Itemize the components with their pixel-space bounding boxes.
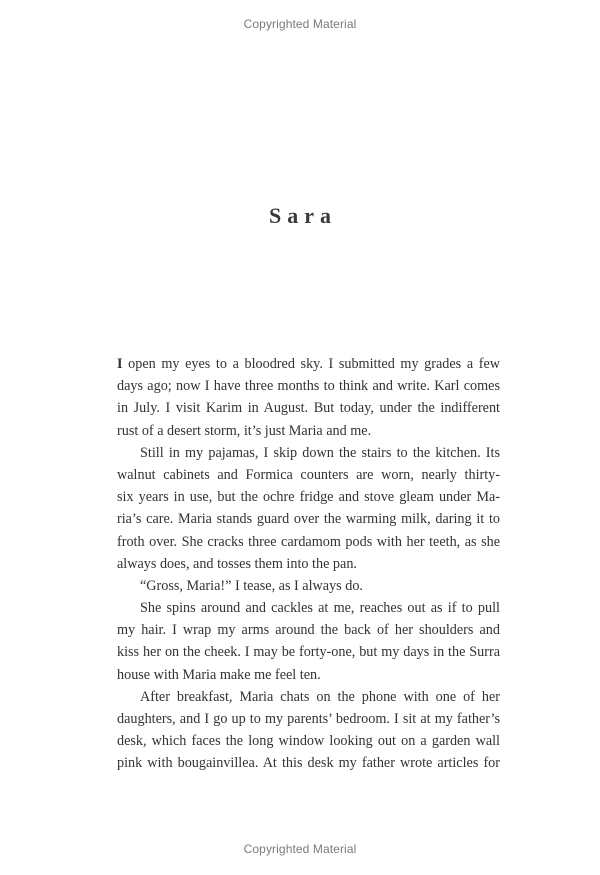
text-line: She spins around and cackles at me, reaches out as if to pull: [140, 600, 500, 617]
lead-letter: I: [117, 356, 123, 372]
text-line: days ago; now I have three months to think and write. Karl comes: [117, 378, 500, 395]
copyright-watermark-bottom: Copyrighted Material: [243, 842, 357, 856]
chapter-title: Sara: [269, 203, 337, 228]
text-line: in July. I visit Karim in August. But today, under the indifferent: [117, 400, 500, 417]
text-line: walnut cabinets and Formica counters are worn, nearly thirty-: [117, 466, 500, 483]
text-line: always does, and tosses them into the pan.: [117, 555, 357, 572]
body-text: [117, 353, 500, 775]
text-line: house with Maria make me feel ten.: [117, 666, 321, 683]
text-line: [117, 353, 500, 375]
text-line: six years in use, but the ochre fridge and stove gleam under Ma-: [117, 489, 500, 506]
text-line: rust of a desert storm, it’s just Maria and me.: [117, 422, 372, 439]
text-line: daughters, and I go up to my parents’ bedroom. I sit at my father’s: [117, 711, 500, 727]
copyright-watermark-top: Copyrighted Material: [243, 17, 357, 31]
text-line: kiss her on the cheek. I may be forty-one, but my days in the Surra: [117, 644, 500, 661]
text-line: After breakfast, Maria chats on the phone with one of her: [140, 688, 500, 705]
paragraph: [117, 597, 500, 686]
text-line: ria’s care. Maria stands guard over the warming milk, daring it to: [117, 511, 500, 528]
paragraph: [117, 442, 500, 575]
paragraph: [117, 686, 500, 775]
text-line: pink with bougainvillea. At this desk my father wrote articles for: [117, 755, 500, 772]
paragraph: [117, 575, 500, 597]
text-line: froth over. She cracks three cardamom pods with her teeth, as she: [117, 533, 500, 550]
paragraph: [117, 353, 500, 442]
text-line-content: open my eyes to a bloodred sky. I submitted my grades a few: [122, 356, 500, 372]
text-line: desk, which faces the long window looking out on a garden wall: [117, 733, 500, 750]
text-line: “Gross, Maria!” I tease, as I always do.: [140, 577, 363, 594]
text-line: Still in my pajamas, I skip down the stairs to the kitchen. Its: [140, 444, 500, 461]
text-line: my hair. I wrap my arms around the back of her shoulders and: [117, 622, 500, 639]
